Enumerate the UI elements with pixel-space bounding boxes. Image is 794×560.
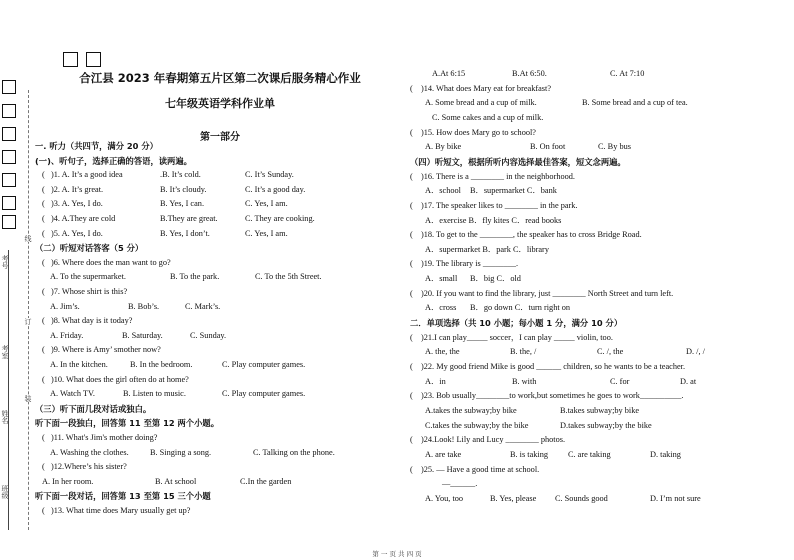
option-a: A. the, the [425, 347, 460, 357]
section-heading: 听下面一段独白，回答第 11 至第 12 两个小题。 [35, 418, 219, 429]
option-a: A. You, too [425, 493, 464, 503]
score-box [2, 173, 16, 187]
option-c: C. Talking on the phone. [253, 447, 335, 457]
option-a: A.At 6:15 [432, 69, 466, 78]
option-a: A. Watch TV. [50, 389, 95, 399]
option-b: B. with [512, 376, 537, 386]
option-a: —______. [442, 479, 478, 489]
option-b: B. Bob’s. [128, 301, 160, 311]
answer-bracket: ( [42, 287, 45, 296]
option-c: C. Sounds good [555, 493, 608, 503]
option-b: B. In the bedroom. [130, 360, 193, 369]
option-a: A．exercise B．fly kites C．read books [425, 215, 562, 225]
answer-bracket: ( [42, 433, 45, 442]
binding-label-room: 考室 [1, 345, 9, 359]
question-text: )10. What does the girl often do at home? [51, 374, 189, 384]
question-text: )7. Whose shirt is this? [51, 287, 128, 296]
option-b: B. Saturday. [122, 330, 163, 340]
option-d: D. I’m not sure [650, 493, 701, 503]
option-a: A. In the kitchen. [50, 360, 108, 369]
question-text: )9. Where is Amy’ smother now? [51, 345, 161, 355]
answer-bracket: ( [410, 127, 413, 137]
option-a: A. By bike [425, 142, 462, 152]
question-text: )6. Where does the man want to go? [51, 257, 171, 267]
answer-bracket: ( [42, 506, 45, 515]
section-heading: 二．单项选择（共 10 小题；每小题 1 分，满分 10 分） [410, 318, 623, 329]
section-heading: （三）听下面几段对话或独白。 [35, 403, 152, 414]
question-text: )5. A. Yes, I do. [51, 228, 103, 238]
question-text: )25. — Have a good time at school. [421, 464, 540, 474]
binding-label-line: 线 [24, 235, 32, 242]
option-b: B.takes subway;by bike [560, 405, 640, 415]
section-heading: (一)、听句子，选择正确的答语，读两遍。 [35, 155, 192, 166]
question-text: )3. A. Yes, I do. [51, 199, 103, 209]
option-a: A．in [425, 376, 446, 386]
option-a: A. Washing the clothes. [50, 447, 129, 457]
question-text: )2. A. It’s great. [51, 184, 104, 194]
section-heading: （二）听短对话答客（5 分） [35, 243, 144, 254]
option-c: C. To the 5th Street. [255, 272, 322, 282]
option-b: B. Yes, I don’t. [160, 228, 210, 238]
score-box [63, 52, 78, 67]
option-c: C. It’s a good day. [245, 184, 306, 194]
answer-bracket: ( [410, 259, 413, 269]
option-a: A. In her room. [42, 476, 94, 486]
option-a: A. To the supermarket. [50, 272, 126, 282]
binding-label-bind: 装 [24, 395, 32, 402]
question-text: )12.Where’s his sister? [51, 462, 127, 472]
option-c: C. By bus [598, 142, 631, 152]
question-text: )13. What time does Mary usually get up? [51, 506, 191, 515]
option-a: C. Some cakes and a cup of milk. [432, 112, 544, 122]
option-c: C. Play computer games. [222, 389, 306, 399]
question-text: )4. A.They are cold [51, 214, 116, 223]
answer-bracket: ( [42, 184, 45, 194]
option-d: D. taking [650, 449, 681, 459]
answer-bracket: ( [42, 374, 45, 384]
option-c: C. It’s Sunday. [245, 170, 294, 180]
option-b: B. To the park. [170, 272, 220, 282]
option-b: B.They are great. [160, 214, 218, 223]
question-text: )11. What's Jim's mother doing? [51, 433, 158, 442]
answer-bracket: ( [42, 316, 45, 326]
question-text: )18. To get to the ________, the speaker has to cross Bridge Road. [421, 230, 642, 240]
page-subtitle: 七年级英语学科作业单 [165, 97, 275, 110]
option-a: C.takes the subway;by the bike [425, 420, 529, 430]
question-text: )1. A. It’s a good idea [51, 170, 123, 180]
score-box [2, 196, 16, 210]
part-heading: 第一部分 [200, 132, 240, 143]
option-c: C. for [610, 376, 630, 386]
answer-bracket: ( [42, 345, 45, 355]
score-box [2, 215, 16, 229]
page-title: 合江县 2023 年春期第五片区第二次课后服务精心作业 [79, 71, 361, 85]
question-text: )23. Bob usually________to work,but sometimes he goes to work__________. [421, 391, 684, 401]
answer-bracket: ( [42, 214, 45, 223]
option-b: B．big C．old [470, 274, 521, 284]
option-b: B．supermarket C．bank [470, 186, 557, 196]
question-text: )14. What does Mary eat for breakfast? [421, 83, 552, 93]
option-b: B．go down C．turn right on [470, 303, 571, 313]
option-a: A．cross [425, 303, 457, 313]
section-heading: 听下面一段对话，回答第 13 至第 15 三个小题 [35, 491, 211, 502]
score-box [2, 127, 16, 141]
option-c: C.In the garden [240, 476, 292, 486]
section-heading: 一. 听力（共四节，满分 20 分） [35, 141, 158, 151]
option-c: C. They are cooking. [245, 214, 315, 223]
option-a: A.takes the subway;by bike [425, 405, 517, 415]
option-b: .B. It’s cold. [160, 170, 201, 180]
question-text: )19. The library is ________. [421, 259, 519, 269]
answer-bracket: ( [410, 391, 413, 401]
question-text: )17. The speaker likes to ________ in the park. [421, 200, 578, 210]
option-a: A．small [425, 274, 458, 284]
option-d: D. /, / [686, 347, 705, 357]
option-a: A．school [425, 186, 461, 196]
answer-bracket: ( [42, 199, 45, 209]
option-b: B. Listen to music. [123, 389, 186, 399]
score-box [2, 150, 16, 164]
question-text: )22. My good friend Mike is good ______ children, so he wants to be a teacher. [421, 362, 686, 371]
option-b: B. Yes, please [490, 493, 537, 503]
answer-bracket: ( [410, 230, 413, 240]
binding-dashed-line [28, 90, 29, 530]
score-box [86, 52, 101, 67]
option-d: D. at [680, 376, 697, 386]
option-c: C. Yes, I am. [245, 228, 288, 238]
answer-bracket: ( [410, 83, 413, 93]
question-text: )20. If you want to find the library, just ________ North Street and turn left. [421, 288, 674, 298]
answer-bracket: ( [42, 462, 45, 472]
question-text: )16. There is a ________ in the neighborhood. [421, 171, 576, 181]
question-text: )15. How does Mary go to school? [421, 127, 536, 137]
answer-bracket: ( [42, 228, 45, 238]
page-footer: 第 一 页 共 四 页 [372, 550, 422, 558]
option-c: C. Mark’s. [185, 301, 221, 311]
binding-label-class: 班级 [1, 485, 9, 499]
answer-bracket: ( [410, 332, 413, 342]
option-a: A. Friday. [50, 330, 84, 340]
option-b: B. the, / [510, 347, 537, 357]
option-b: D.takes subway;by the bike [560, 420, 652, 430]
section-heading: （四）听短文，根据所听内容选择最佳答案，短文念两遍。 [410, 156, 626, 167]
option-b: B. Yes, I can. [160, 199, 205, 209]
option-b: B. Some bread and a cup of tea. [582, 98, 688, 108]
option-b: B. On foot [530, 142, 566, 152]
binding-label-fold: 订 [24, 318, 32, 325]
option-c: C. At 7:10 [610, 69, 645, 78]
option-c: C. Sunday. [190, 330, 227, 340]
option-c: C. Yes, I am. [245, 199, 288, 209]
answer-bracket: ( [410, 464, 413, 474]
option-c: C. are taking [568, 449, 611, 459]
option-c: C. Play computer games. [222, 360, 306, 369]
option-a: A. Some bread and a cup of milk. [425, 98, 537, 108]
binding-label-exam-number: 考号 [1, 255, 9, 269]
score-box [2, 80, 16, 94]
answer-bracket: ( [410, 435, 413, 445]
option-b: B. is taking [510, 449, 549, 459]
binding-label-name: 姓名 [1, 410, 9, 424]
question-text: )24.Look! Lily and Lucy ________ photos. [421, 435, 566, 445]
answer-bracket: ( [410, 171, 413, 181]
option-b: B. It’s cloudy. [160, 184, 207, 194]
score-box [2, 104, 16, 118]
answer-bracket: ( [410, 200, 413, 210]
option-c: C. /, the [597, 347, 624, 357]
answer-bracket: ( [410, 288, 413, 298]
option-b: B. Singing a song. [150, 447, 212, 457]
option-b: B. At school [155, 476, 197, 486]
option-a: A. are take [425, 449, 462, 459]
option-b: B.At 6:50. [512, 69, 547, 78]
question-text: )8. What day is it today? [51, 316, 133, 326]
answer-bracket: ( [42, 170, 45, 180]
answer-bracket: ( [410, 362, 413, 371]
option-a: A. Jim’s. [50, 301, 80, 311]
question-text: )21.I can play_____ soccer，I can play _____ violin, too. [421, 332, 613, 342]
option-a: A．supermarket B．park C．library [425, 244, 549, 254]
answer-bracket: ( [42, 257, 45, 267]
